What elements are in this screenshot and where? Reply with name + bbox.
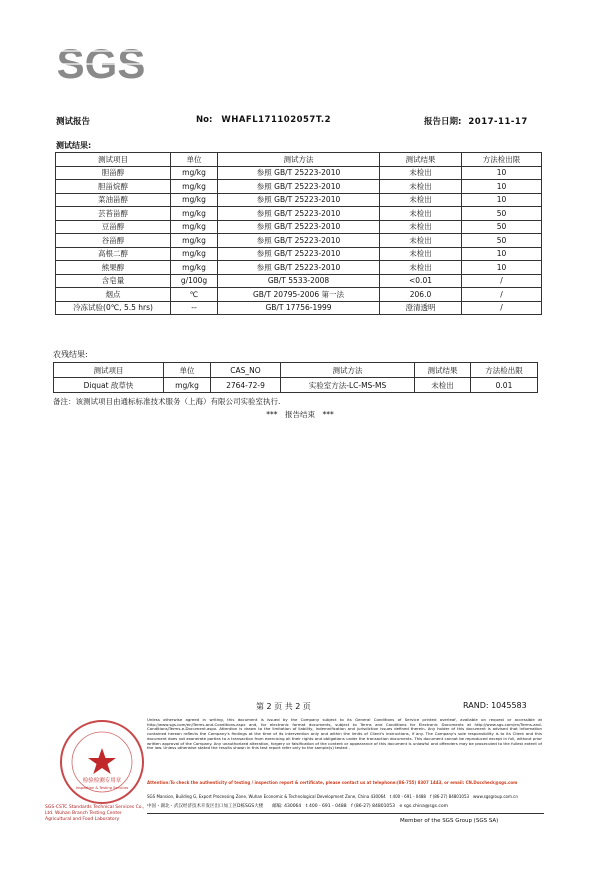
table-cell: 2764-72-9	[211, 378, 281, 393]
seal-text-top: 检验检测专用章	[82, 778, 122, 784]
table-cell: 参照 GB/T 25223-2010	[218, 234, 380, 248]
table-cell: 芸苔甾醇	[56, 207, 171, 221]
table-cell: <0.01	[380, 274, 462, 288]
table-cell: mg/kg	[171, 207, 218, 221]
disclaimer-text: Unless otherwise agreed in writing, this document is issued by the Company subject to its General Conditions of Service printed overleaf, available on request or accessible at http://www.sgs.com/en/Terms-and-Conditions.aspx and, for electronic format documents, subject to Terms and Conditions for Electronic Documents at http://www.sgs.com/en/Terms-and-Conditions/Terms-e-Document.aspx. Attention is drawn to the limitation of liability, indemnification and jurisdiction issues defined therein. Any holder of this document is advised that information contained hereon reflects the Company's findings at the time of its intervention only and within the limits of Client's instructions, if any. The Company's sole responsibility is to its Client and this document does not exonerate parties to a transaction from exercising all their rights and obligations under the transaction documents. This document cannot be reproduced except in full, without prior written approval of the Company. Any unauthorized alteration, forgery or falsification of the content or appearance of this document is unlawful and offenders may be prosecuted to the fullest extent of the law. Unless otherwise stated the results shown in this test report refer only to the sample(s) tested .	[147, 717, 542, 751]
table-cell: 未检出	[380, 207, 462, 221]
table-cell: 未检出	[380, 193, 462, 207]
table-cell: 豆甾醇	[56, 220, 171, 234]
seal-caption: SGS-CSTC Standards Technical Services Co., Ltd. Wuhan Branch Testing Center Agricultural and Food Laboratory	[45, 805, 145, 822]
remark-text: 备注：该测试项目由通标标准技术服务（上海）有限公司实验室执行.	[53, 397, 281, 406]
table-row	[54, 378, 538, 393]
table-cell: 10	[462, 261, 542, 275]
table-cell: 10	[462, 180, 542, 194]
table-cell: 参照 GB/T 25223-2010	[218, 180, 380, 194]
table-cell: 高根二醇	[56, 247, 171, 261]
sgs-logo	[55, 40, 147, 86]
table-row	[56, 207, 542, 221]
table-cell: 实验室方法-LC-MS-MS	[281, 378, 415, 393]
column-header: CAS_NO	[211, 363, 281, 378]
column-header: 方法检出限	[471, 363, 538, 378]
table-cell: mg/kg	[171, 166, 218, 180]
column-header: 测试结果	[415, 363, 471, 378]
table-cell: 50	[462, 207, 542, 221]
table-cell: 胆甾烷醇	[56, 180, 171, 194]
table-cell: ℃	[171, 288, 218, 302]
pesticide-header-row	[54, 363, 538, 378]
table-cell: 胆甾醇	[56, 166, 171, 180]
rand-code: RAND: 1045583	[463, 701, 527, 710]
report-end-mark: *** 报告结束 ***	[266, 410, 334, 419]
inspection-seal-stamp	[58, 718, 146, 806]
table-cell: 谷甾醇	[56, 234, 171, 248]
table-cell: GB/T 20795-2006 第一法	[218, 288, 380, 302]
column-header: 单位	[164, 363, 211, 378]
section-title-results: 测试结果:	[56, 141, 92, 150]
table-cell: 参照 GB/T 25223-2010	[218, 220, 380, 234]
seal-text-bottom: Inspection & Testing Services	[75, 786, 129, 790]
table-cell: GB/T 5533-2008	[218, 274, 380, 288]
table-cell: /	[462, 301, 542, 315]
table-row	[56, 301, 542, 315]
column-header: 测试项目	[56, 153, 171, 167]
table-cell: 菜油甾醇	[56, 193, 171, 207]
table-row	[56, 193, 542, 207]
table-row	[56, 247, 542, 261]
table-cell: 烟点	[56, 288, 171, 302]
table-cell: 未检出	[380, 220, 462, 234]
table-cell: 参照 GB/T 25223-2010	[218, 207, 380, 221]
column-header: 测试项目	[54, 363, 164, 378]
table-cell: 50	[462, 220, 542, 234]
table-cell: 10	[462, 166, 542, 180]
table-cell: /	[462, 288, 542, 302]
table-cell: 参照 GB/T 25223-2010	[218, 261, 380, 275]
table-cell: /	[462, 274, 542, 288]
table-cell: 参照 GB/T 25223-2010	[218, 193, 380, 207]
table-cell: mg/kg	[171, 180, 218, 194]
table-cell: mg/kg	[171, 220, 218, 234]
table-cell: mg/kg	[171, 247, 218, 261]
table-cell: 10	[462, 193, 542, 207]
column-header: 测试方法	[218, 153, 380, 167]
seal-star-icon	[88, 748, 116, 774]
column-header: 测试方法	[281, 363, 415, 378]
table-cell: 未检出	[415, 378, 471, 393]
table-cell: mg/kg	[171, 193, 218, 207]
table-cell: 未检出	[380, 234, 462, 248]
table-cell: 参照 GB/T 25223-2010	[218, 166, 380, 180]
table-cell: 未检出	[380, 247, 462, 261]
report-title: 测试报告	[56, 117, 91, 127]
table-cell: 206.0	[380, 288, 462, 302]
table-row	[56, 166, 542, 180]
logo-text: SGS	[56, 40, 146, 86]
table-cell: 未检出	[380, 166, 462, 180]
column-header: 单位	[171, 153, 218, 167]
report-date-label: 报告日期:	[424, 117, 462, 127]
results-header-row	[56, 153, 542, 167]
table-cell: 熊果醇	[56, 261, 171, 275]
sgs-group-member: Member of the SGS Group (SGS SA)	[400, 818, 499, 824]
footer-divider	[147, 813, 544, 814]
table-cell: 未检出	[380, 180, 462, 194]
table-cell: 冷冻试验(0℃, 5.5 hrs)	[56, 301, 171, 315]
table-row	[56, 288, 542, 302]
table-row	[56, 234, 542, 248]
table-cell: Diquat 敌草快	[54, 378, 164, 393]
section-title-pesticide: 农残结果:	[53, 350, 88, 359]
table-cell: 未检出	[380, 261, 462, 275]
table-row	[56, 274, 542, 288]
table-cell: 含皂量	[56, 274, 171, 288]
table-cell: mg/kg	[171, 234, 218, 248]
report-number	[196, 115, 331, 125]
page-number: 第 2 页 共 2 页	[256, 702, 311, 711]
results-table	[55, 152, 542, 315]
report-date-value: 2017-11-17	[468, 117, 528, 127]
table-cell: mg/kg	[171, 261, 218, 275]
report-number-value: WHAFL171102057T.2	[221, 115, 331, 125]
table-cell: 0.01	[471, 378, 538, 393]
column-header: 测试结果	[380, 153, 462, 167]
address-english: SGS Mansion, Building G, Export Processing Zone, Wuhan Economic & Technological Development Zone, China 430064 t 400 - 691 - 0488 f (86-27) 84801053 www.sgsgroup.com.cn	[147, 794, 518, 799]
table-cell: g/100g	[171, 274, 218, 288]
table-row	[56, 220, 542, 234]
table-row	[56, 180, 542, 194]
table-cell: 澄清透明	[380, 301, 462, 315]
table-cell: 参照 GB/T 25223-2010	[218, 247, 380, 261]
column-header: 方法检出限	[462, 153, 542, 167]
report-number-label: No:	[196, 115, 213, 125]
table-cell: GB/T 17756-1999	[218, 301, 380, 315]
table-cell: 10	[462, 247, 542, 261]
table-cell: mg/kg	[164, 378, 211, 393]
table-cell: --	[171, 301, 218, 315]
pesticide-table	[53, 362, 538, 393]
authenticity-notice: Attention:To check the authenticity of testing / inspection report & certificate, please contact us at telephone:(86-755) 8307 1443, or email: CN.Doccheck@sgs.com	[147, 780, 518, 785]
table-row	[56, 261, 542, 275]
address-chinese: 中国・湖北・武汉经济技术开发区出口加工区D栋SGS大楼 邮编: 430064 t 400 - 691 - 0488 f (86-27) 84801053 e sgs.china@sgs.com	[147, 804, 448, 809]
table-cell: 50	[462, 234, 542, 248]
report-date	[424, 115, 528, 127]
